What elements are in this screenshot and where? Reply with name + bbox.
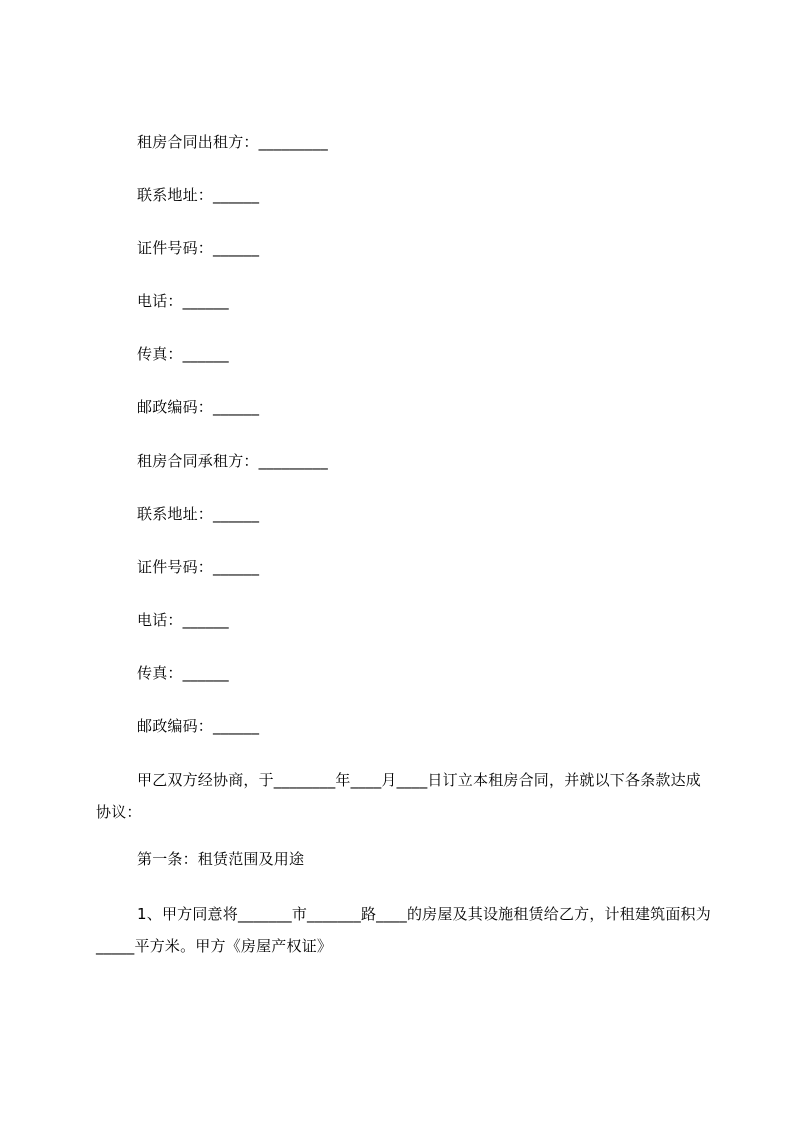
lessor-fax-line: 传真：______ [137,345,229,363]
lessor-phone-line: 电话：______ [137,292,229,310]
lessee-address-line: 联系地址：______ [137,505,260,523]
lessee-phone-line: 电话：______ [137,611,229,629]
article-1-clause-1: 1、甲方同意将_______市_______路____的房屋及其设施租赁给乙方，计租建筑面积为_____平方米。甲方《房屋产权证》 [96,905,711,955]
lessee-id-line: 证件号码：______ [137,558,260,576]
lessee-postcode-line: 邮政编码：______ [137,717,260,735]
agreement-paragraph: 甲乙双方经协商，于________年____月____日订立本租房合同，并就以下各条款达成协议： [96,771,702,821]
lessor-postcode-line: 邮政编码：______ [137,398,260,416]
article-1-heading: 第一条：租赁范围及用途 [137,850,305,868]
lessor-address-line: 联系地址：______ [137,186,260,204]
lessor-id-line: 证件号码：______ [137,239,260,257]
lessee-fax-line: 传真：______ [137,664,229,682]
lessor-name-line: 租房合同出租方：_________ [137,133,328,151]
lessee-name-line: 租房合同承租方：_________ [137,452,328,470]
